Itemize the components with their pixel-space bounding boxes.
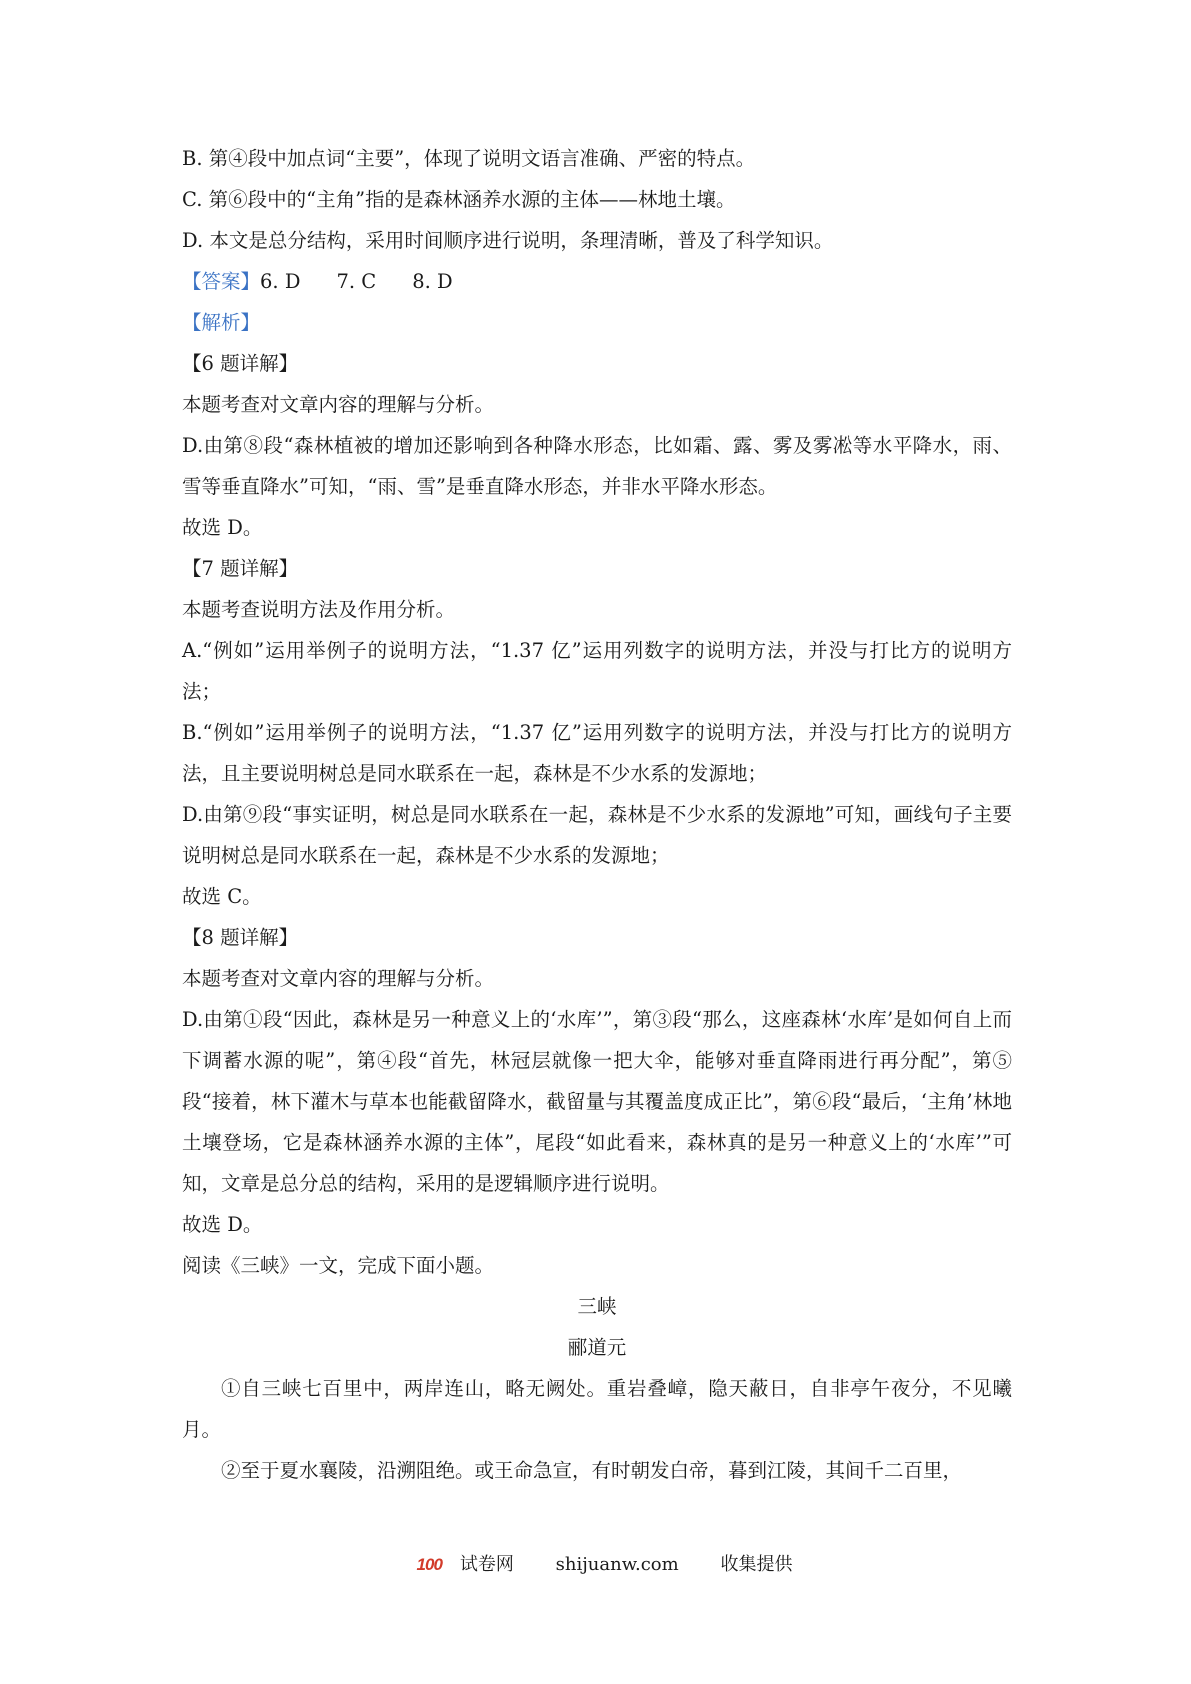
- page-footer: [0, 1551, 1191, 1579]
- footer-note: 收集提供: [720, 1554, 793, 1575]
- option-b: B. 第④段中加点词“主要”，体现了说明文语言准确、严密的特点。: [182, 147, 756, 170]
- answer-line: [182, 261, 1012, 302]
- passage-paragraph-1: ①自三峡七百里中，两岸连山，略无阙处。重岩叠嶂，隐天蔽日，自非亭午夜分，不见曦月。: [182, 1377, 1012, 1441]
- answer-6: 6. D: [260, 270, 301, 293]
- q7-option-a: A.“例如”运用举例子的说明方法，“1.37 亿”运用列数字的说明方法，并没与打比方的说明方法；: [182, 639, 1012, 703]
- q7-option-d: D.由第⑨段“事实证明，树总是同水联系在一起，森林是不少水系的发源地”可知，画线句子主要说明树总是同水联系在一起，森林是不少水系的发源地；: [182, 803, 1012, 867]
- answer-7: 7. C: [336, 270, 377, 293]
- q7-intro: 本题考查说明方法及作用分析。: [182, 598, 456, 621]
- passage-author: 郦道元: [567, 1336, 627, 1359]
- reading-prompt: 阅读《三峡》一文，完成下面小题。: [182, 1254, 495, 1277]
- q8-title: 【8 题详解】: [182, 926, 299, 949]
- footer-url[interactable]: shijuanw.com: [555, 1554, 679, 1575]
- option-c: C. 第⑥段中的“主角”指的是森林涵养水源的主体——林地土壤。: [182, 188, 736, 211]
- footer-site-name: 试卷网: [459, 1554, 514, 1575]
- q8-body: D.由第①段“因此，森林是另一种意义上的‘水库’”，第③段“那么，这座森林‘水库’是如何自上而下调蓄水源的呢”，第④段“首先，林冠层就像一把大伞，能够对垂直降雨进行再分配”，第⑤段“接着，林下灌木与草本也能截留降水，截留量与其覆盖度成正比”，第⑥段“最后，‘主角’林地土壤登场，它是森林涵养水源的主体”，尾段“如此看来，森林真的是另一种意义上的‘水库’”可知，文章是总分总的结构，采用的是逻辑顺序进行说明。: [182, 1008, 1012, 1195]
- q6-intro: 本题考查对文章内容的理解与分析。: [182, 393, 495, 416]
- passage-title: 三峡: [577, 1295, 617, 1318]
- site-logo: 100: [416, 1555, 442, 1574]
- passage-paragraph-2: ②至于夏水襄陵，沿溯阻绝。或王命急宣，有时朝发白帝，暮到江陵，其间千二百里，: [221, 1459, 963, 1482]
- footer-brand: [399, 1554, 514, 1575]
- answer-tag: 【答案】: [182, 270, 261, 293]
- q6-body: D.由第⑧段“森林植被的增加还影响到各种降水形态，比如霜、露、雾及雾凇等水平降水，雨、雪等垂直降水”可知，“雨、雪”是垂直降水形态，并非水平降水形态。: [182, 434, 1012, 498]
- q7-option-b: B.“例如”运用举例子的说明方法，“1.37 亿”运用列数字的说明方法，并没与打比方的说明方法，且主要说明树总是同水联系在一起，森林是不少水系的发源地；: [182, 721, 1012, 785]
- q7-title: 【7 题详解】: [182, 557, 299, 580]
- q6-conclusion: 故选 D。: [182, 516, 263, 539]
- option-d: D. 本文是总分结构，采用时间顺序进行说明，条理清晰，普及了科学知识。: [182, 229, 834, 252]
- analysis-tag: 【解析】: [182, 311, 261, 334]
- q8-intro: 本题考查对文章内容的理解与分析。: [182, 967, 495, 990]
- q6-title: 【6 题详解】: [182, 352, 299, 375]
- q7-conclusion: 故选 C。: [182, 885, 262, 908]
- q8-conclusion: 故选 D。: [182, 1213, 263, 1236]
- answer-8: 8. D: [412, 270, 453, 293]
- document-page: [182, 138, 1012, 1491]
